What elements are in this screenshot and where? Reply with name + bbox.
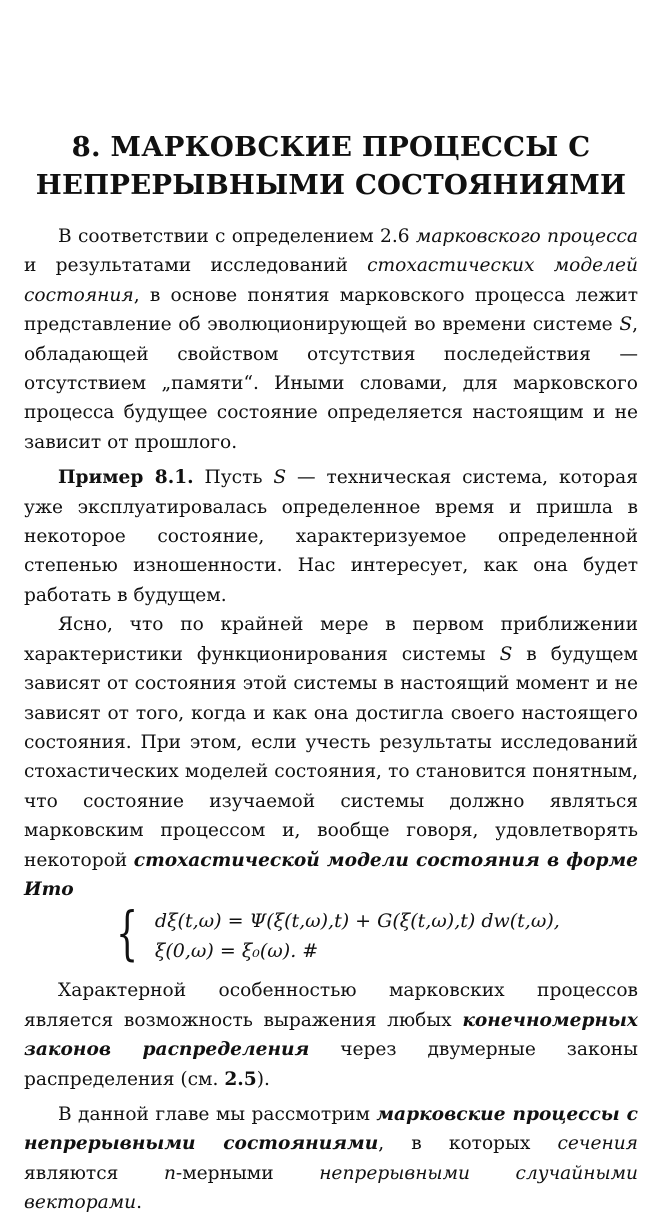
equation-line-2: ξ(0,ω) = ξ₀(ω). # (154, 940, 319, 963)
text-run: ). (256, 1068, 270, 1090)
text-run: и результатами исследований (24, 255, 368, 277)
text-run: через двумерные законы распределения (см. (24, 1039, 638, 1090)
text-run: — техническая система, которая уже эксплуатировалась определенное время и пришла в некоторое состояние, характеризуемое определенной степенью изношенности. Нас интересует, как она будет работать в будущем. (24, 467, 638, 606)
equation-line-1: dξ(t,ω) = Ψ(ξ(t,ω),t) + G(ξ(t,ω),t) dw(t,ω), (154, 910, 560, 933)
text-run: в будущем зависят от состояния этой системы в настоящий момент и не зависят от того, когда и как она достигла своего настоящего состояния. При этом, если учесть результаты исследований стохастических моделей состояния, то становится понятным, что состояние изучаемой системы должно являться марковским процессом и, вообще говоря, удовлетворять некоторой (24, 643, 638, 871)
symbol-n: n (163, 1162, 176, 1184)
term-continuous-markov-processes: марковские процессы с непрерывными состояниями (24, 1103, 638, 1155)
text-run: , в которых (378, 1133, 558, 1155)
example-label: Пример 8.1. (58, 467, 194, 489)
term-markov-process: марковского процесса (415, 226, 639, 247)
text-run: . (136, 1192, 143, 1214)
text-run: , в основе понятия марковского процесса лежит представление об эволюционирующей во времени системе (24, 284, 638, 336)
symbol-s: S (619, 314, 633, 336)
text-run: В данной главе мы рассмотрим (58, 1103, 377, 1125)
text-run: В соответствии с определением 2.6 (58, 226, 416, 247)
symbol-s: S (273, 467, 287, 489)
text-run: являются (24, 1162, 164, 1184)
symbol-s: S (499, 643, 513, 665)
term-ito-model: стохастической модели состояния в форме Ито (24, 849, 638, 900)
term-stochastic-models: стохастических моделей состояния (24, 255, 638, 306)
text-run: Ясно, что по крайней мере в первом приближении характеристики функционирования системы (24, 614, 638, 665)
paragraph-property (24, 976, 638, 1094)
paragraph-chapter-scope (24, 1100, 638, 1218)
text-run: -мерными (175, 1162, 320, 1184)
term-sections: сечения (557, 1133, 638, 1155)
ito-equation-system (116, 899, 638, 968)
paragraph-example (24, 463, 638, 610)
section-reference: 2.5 (224, 1068, 257, 1090)
paragraph-reasoning (24, 610, 638, 904)
chapter-title (24, 128, 638, 204)
term-finite-dimensional-laws: конечномерных законов распределения (24, 1009, 638, 1061)
term-random-vectors: непрерывными случайными векторами (24, 1162, 638, 1214)
text-run: , обладающей свойством отсутствия последействия — отсутствием „памяти“. Иными словами, для марковского процесса будущее состояние определяется настоящим и не зависит от прошлого. (24, 314, 638, 453)
chapter-title-line-1: 8. МАРКОВСКИЕ ПРОЦЕССЫ С (71, 131, 591, 163)
chapter-title-line-2: НЕПРЕРЫВНЫМИ СОСТОЯНИЯМИ (35, 169, 627, 201)
text-run: Пусть (193, 467, 274, 489)
left-brace: { (116, 899, 139, 968)
paragraph-intro (24, 222, 638, 457)
text-run: Характерной особенностью марковских процессов является возможность выражения любых (24, 980, 638, 1031)
chapter-body (24, 222, 638, 1218)
